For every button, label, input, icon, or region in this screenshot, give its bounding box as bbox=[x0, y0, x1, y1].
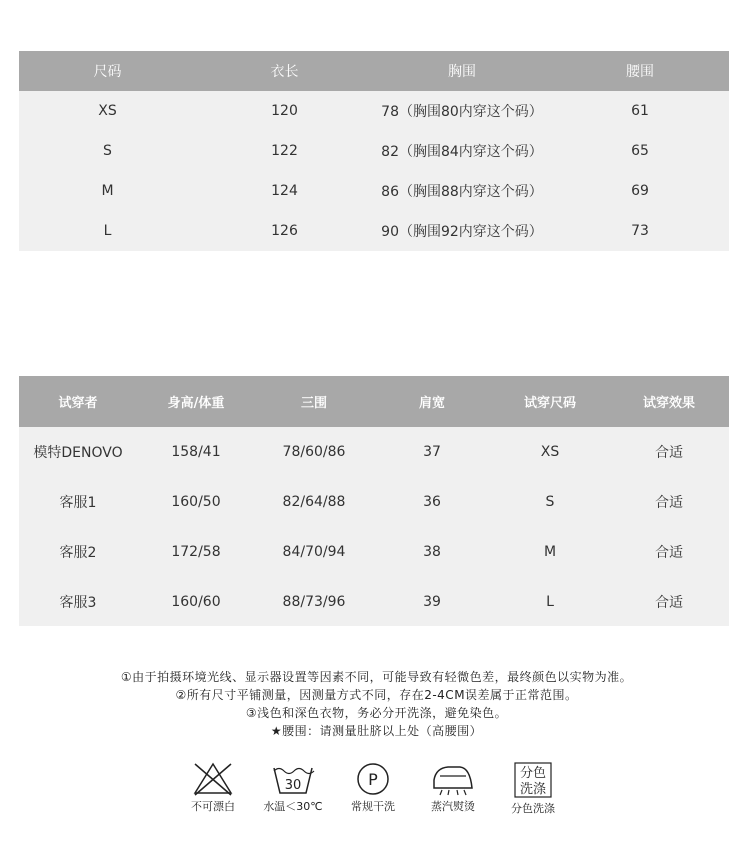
cell-height-weight: 172/58 bbox=[171, 544, 221, 560]
header-shoulder: 肩宽 bbox=[418, 396, 445, 411]
cell-waist: 69 bbox=[631, 183, 649, 199]
cell-size: XS bbox=[98, 103, 117, 119]
table-row bbox=[19, 577, 729, 627]
wash-separately-icon bbox=[493, 762, 573, 798]
wash-separately-icon-text-2: 洗涤 bbox=[519, 782, 547, 797]
care-item-no-bleach bbox=[173, 762, 253, 814]
care-label: 蒸汽熨烫 bbox=[431, 800, 475, 813]
cell-bust: 78（胸围80内穿这个码） bbox=[381, 104, 543, 120]
header-fit-result: 试穿效果 bbox=[642, 396, 695, 411]
header-measurements: 三围 bbox=[300, 396, 327, 411]
cell-shoulder: 39 bbox=[423, 594, 441, 610]
fit-table bbox=[19, 376, 729, 626]
care-item-steam-iron bbox=[413, 762, 493, 814]
care-item-wash-30 bbox=[253, 762, 333, 814]
cell-trial-size: M bbox=[543, 544, 557, 560]
cell-tester: 客服1 bbox=[59, 495, 97, 511]
cell-shoulder: 38 bbox=[423, 544, 441, 560]
care-label: 不可漂白 bbox=[191, 800, 235, 813]
cell-bust: 86（胸围88内穿这个码） bbox=[381, 184, 543, 200]
header-waist: 腰围 bbox=[626, 64, 654, 80]
care-instructions bbox=[0, 762, 753, 822]
note-color-difference: ①由于拍摄环境光线、显示器设置等因素不同，可能导致有轻微色差，最终颜色以实物为准。 bbox=[120, 670, 633, 684]
wash-30-icon bbox=[253, 762, 333, 796]
cell-measurements: 82/64/88 bbox=[282, 494, 346, 510]
no-bleach-icon bbox=[173, 762, 253, 796]
cell-length: 122 bbox=[271, 143, 298, 159]
header-height-weight: 身高/体重 bbox=[167, 396, 225, 411]
cell-bust: 90（胸围92内穿这个码） bbox=[381, 224, 543, 240]
cell-waist: 65 bbox=[631, 143, 649, 159]
cell-shoulder: 36 bbox=[423, 494, 441, 510]
size-table-body bbox=[19, 91, 729, 251]
care-item-dry-clean bbox=[333, 762, 413, 814]
cell-trial-size: L bbox=[546, 594, 554, 610]
fit-table-body bbox=[19, 427, 729, 626]
cell-fit-result: 合适 bbox=[655, 595, 683, 611]
note-wash-separately: ③浅色和深色衣物，务必分开洗涤，避免染色。 bbox=[245, 706, 508, 720]
cell-measurements: 78/60/86 bbox=[282, 444, 346, 460]
cell-tester: 模特DENOVO bbox=[33, 445, 123, 461]
cell-bust: 82（胸围84内穿这个码） bbox=[381, 144, 543, 160]
cell-height-weight: 160/60 bbox=[171, 594, 221, 610]
header-length: 衣长 bbox=[270, 64, 299, 80]
header-size: 尺码 bbox=[93, 64, 122, 80]
header-tester: 试穿者 bbox=[58, 396, 98, 411]
cell-measurements: 88/73/96 bbox=[282, 594, 346, 610]
table-row bbox=[19, 211, 729, 251]
steam-iron-icon bbox=[413, 762, 493, 796]
header-bust: 胸围 bbox=[448, 64, 476, 80]
table-row bbox=[19, 527, 729, 577]
cell-waist: 73 bbox=[631, 223, 649, 239]
cell-size: M bbox=[101, 183, 114, 199]
care-label: 常规干洗 bbox=[351, 800, 395, 813]
notes bbox=[0, 668, 753, 740]
care-item-wash-separately bbox=[493, 762, 573, 816]
dry-clean-icon bbox=[333, 762, 413, 796]
header-trial-size: 试穿尺码 bbox=[523, 396, 576, 411]
cell-length: 120 bbox=[271, 103, 298, 119]
cell-tester: 客服3 bbox=[59, 595, 97, 611]
care-label: 分色洗涤 bbox=[511, 802, 555, 815]
cell-fit-result: 合适 bbox=[655, 495, 683, 511]
table-row bbox=[19, 91, 729, 131]
cell-height-weight: 158/41 bbox=[171, 444, 221, 460]
table-row bbox=[19, 477, 729, 527]
wash-separately-icon-text-1: 分色 bbox=[519, 766, 547, 781]
wash-30-icon-text: 30 bbox=[284, 778, 302, 793]
cell-measurements: 84/70/94 bbox=[282, 544, 346, 560]
cell-trial-size: XS bbox=[540, 444, 560, 460]
cell-size: S bbox=[103, 143, 112, 159]
table-row bbox=[19, 171, 729, 211]
cell-shoulder: 37 bbox=[423, 444, 441, 460]
note-waist: ★腰围：请测量肚脐以上处（高腰围） bbox=[270, 724, 483, 738]
cell-length: 126 bbox=[271, 223, 298, 239]
cell-size: L bbox=[103, 223, 112, 239]
table-row bbox=[19, 131, 729, 171]
dry-clean-icon-text: P bbox=[368, 770, 378, 789]
cell-fit-result: 合适 bbox=[655, 545, 683, 561]
fit-table-header bbox=[19, 376, 729, 427]
cell-waist: 61 bbox=[631, 103, 649, 119]
cell-trial-size: S bbox=[545, 494, 555, 510]
size-table-header bbox=[19, 51, 729, 91]
care-label: 水温＜30℃ bbox=[263, 800, 323, 813]
cell-tester: 客服2 bbox=[59, 545, 97, 561]
size-table bbox=[19, 51, 729, 251]
cell-fit-result: 合适 bbox=[655, 445, 683, 461]
cell-height-weight: 160/50 bbox=[171, 494, 221, 510]
cell-length: 124 bbox=[271, 183, 298, 199]
note-measurement-error: ②所有尺寸平铺测量，因测量方式不同，存在2-4CM误差属于正常范围。 bbox=[175, 688, 578, 702]
table-row bbox=[19, 427, 729, 477]
